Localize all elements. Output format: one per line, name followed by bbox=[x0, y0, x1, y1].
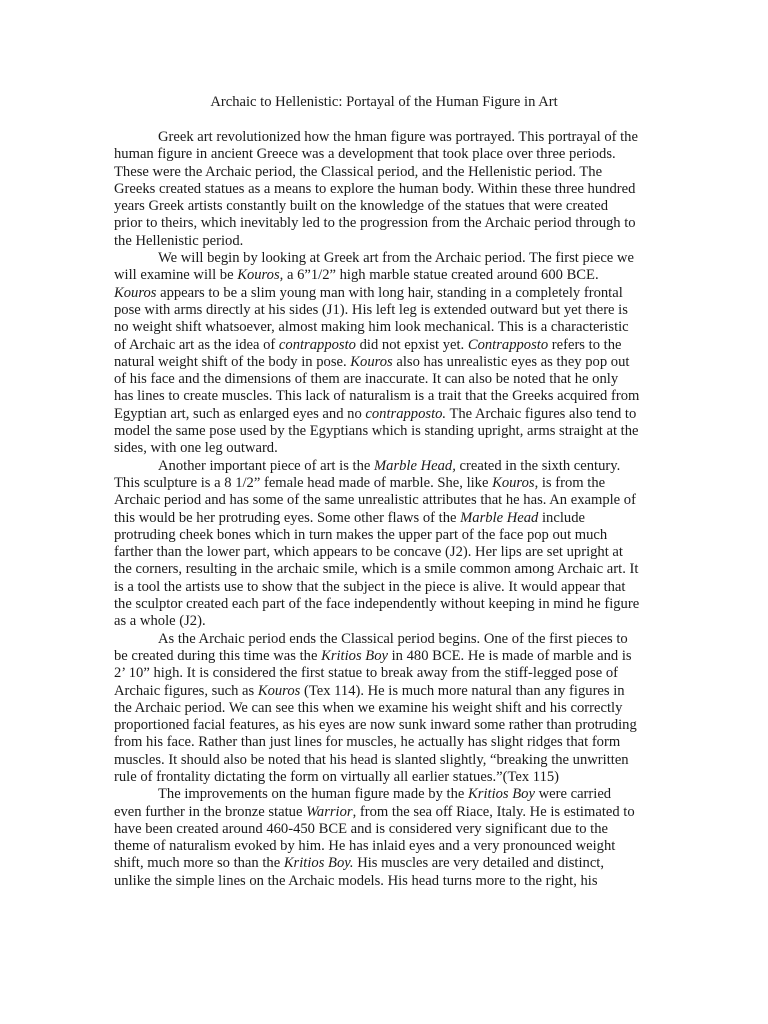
text-line: This sculpture is a 8 1/2” female head made of marble. She, like Kouros, is from the bbox=[114, 474, 606, 491]
text-line: These were the Archaic period, the Classical period, and the Hellenistic period. The bbox=[114, 163, 603, 180]
text-line: Greeks created statues as a means to explore the human body. Within these three hundred bbox=[114, 180, 636, 197]
text-line: has lines to create muscles. This lack of naturalism is a trait that the Greeks acquired from bbox=[114, 388, 640, 405]
text-line: Another important piece of art is the Marble Head, created in the sixth century. bbox=[158, 457, 621, 474]
text-line: the Hellenistic period. bbox=[114, 232, 244, 249]
text-line: We will begin by looking at Greek art from the Archaic period. The first piece we bbox=[158, 250, 634, 267]
text-line: The improvements on the human figure made by the Kritios Boy were carried bbox=[158, 786, 612, 803]
text-line: years Greek artists constantly built on the knowledge of the statues that were created bbox=[114, 198, 608, 215]
text-line: this would be her protruding eyes. Some other flaws of the Marble Head include bbox=[114, 509, 585, 526]
text-line: even further in the bronze statue Warrior, from the sea off Riace, Italy. He is estimated to bbox=[114, 803, 635, 820]
text-line: protruding cheek bones which in turn makes the upper part of the face pop out much bbox=[114, 526, 608, 543]
text-line: proportioned facial features, as his eyes are now sunk inward some rather than protruding bbox=[114, 717, 637, 734]
text-line: 2’ 10” high. It is considered the first statue to break away from the stiff-legged pose of bbox=[114, 665, 619, 682]
text-line: sides, with one leg outward. bbox=[114, 440, 278, 457]
text-line: Greek art revolutionized how the hman figure was portrayed. This portrayal of the bbox=[158, 129, 638, 145]
text-line: Archaic figures, such as Kouros (Tex 114). He is much more natural than any figures in bbox=[114, 682, 625, 699]
text-line: the Archaic period. We can see this when we examine his weight shift and his correctly bbox=[114, 699, 623, 716]
text-line: the corners, resulting in the archaic smile, which is a smile common among Archaic art. It bbox=[114, 561, 639, 578]
text-line: Egyptian art, such as enlarged eyes and no contrapposto. The Archaic figures also tend to bbox=[114, 405, 637, 422]
text-line: rule of frontality dictating the form on virtually all earlier statues.”(Tex 115) bbox=[114, 768, 560, 785]
text-line: muscles. It should also be noted that his head is slanted slightly, “breaking the unwritten bbox=[114, 751, 629, 768]
text-line: As the Archaic period ends the Classical period begins. One of the first pieces to bbox=[158, 630, 628, 647]
text-line: shift, much more so than the Kritios Boy. His muscles are very detailed and distinct, bbox=[114, 855, 605, 872]
text-line: will examine will be Kouros, a 6”1/2” high marble statue created around 600 BCE. bbox=[114, 267, 599, 284]
text-line: of Archaic art as the idea of contrapposto did not epxist yet. Contrapposto refers to the bbox=[114, 336, 622, 353]
text-line: of his face and the dimensions of them are inaccurate. It can also be noted that he only bbox=[114, 371, 619, 388]
text-line: theme of naturalism evoked by him. He has inlaid eyes and a very pronounced weight bbox=[114, 838, 616, 855]
text-line: no weight shift whatsoever, almost making him look mechanical. This is a characteristic bbox=[114, 319, 629, 336]
text-line: model the same pose used by the Egyptians which is standing upright, arms straight at the bbox=[114, 423, 639, 440]
text-line: pose with arms directly at his sides (J1). His left leg is extended outward but yet there is bbox=[114, 301, 628, 318]
text-line: Archaic period and has some of the same unrealistic attributes that he has. An example of bbox=[114, 492, 636, 509]
text-line: from his face. Rather than just lines for muscles, he actually has slight ridges that form bbox=[114, 734, 621, 751]
text-line: have been created around 460-450 BCE and is considered very significant due to the bbox=[114, 820, 608, 837]
text-line: the sculptor created each part of the face independently without keeping in mind he figure bbox=[114, 596, 640, 613]
text-line: be created during this time was the Kritios Boy in 480 BCE. He is made of marble and is bbox=[114, 647, 632, 664]
text-line: as a whole (J2). bbox=[114, 613, 206, 630]
text-line: prior to theirs, which inevitably led to the progression from the Archaic period through to bbox=[114, 215, 636, 232]
text-line: unlike the simple lines on the Archaic models. His head turns more to the right, his bbox=[114, 872, 598, 889]
text-line: human figure in ancient Greece was a development that took place over three periods. bbox=[114, 146, 616, 163]
document-title: Archaic to Hellenistic: Portayal of the Human Figure in Art bbox=[210, 94, 558, 110]
text-line: natural weight shift of the body in pose. Kouros also has unrealistic eyes as they pop out bbox=[114, 353, 630, 370]
document-body bbox=[114, 129, 656, 890]
text-line: is a tool the artists use to show that the subject in the piece is alive. It would appear that bbox=[114, 578, 626, 595]
text-line: Kouros appears to be a slim young man with long hair, standing in a completely frontal bbox=[114, 284, 623, 301]
text-line: farther than the lower part, which appears to be concave (J2). Her lips are set upright at bbox=[114, 544, 623, 561]
